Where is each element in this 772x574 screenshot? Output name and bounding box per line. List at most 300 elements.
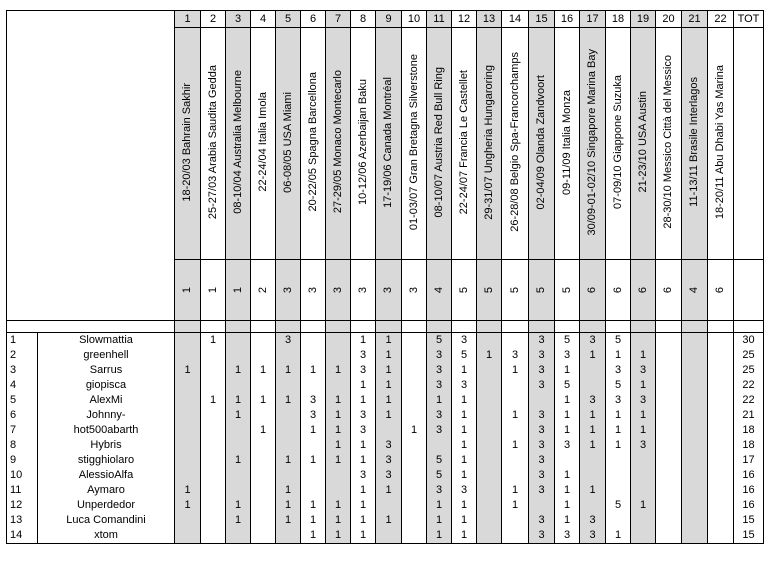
score-cell xyxy=(402,363,427,378)
score-cell: 1 xyxy=(301,453,326,468)
race-name-cell xyxy=(376,28,402,260)
table-row xyxy=(7,423,764,438)
race-points: 3 xyxy=(281,286,294,293)
score-cell: 1 xyxy=(580,408,606,423)
table-row xyxy=(7,513,764,528)
score-cell xyxy=(251,378,276,393)
score-cell xyxy=(175,423,201,438)
score-cell: 1 xyxy=(376,333,402,348)
score-cell: 5 xyxy=(427,333,452,348)
score-cell xyxy=(226,348,251,363)
score-cell: 3 xyxy=(529,423,555,438)
score-cell xyxy=(606,483,631,498)
score-cell: 1 xyxy=(351,453,376,468)
score-cell: 3 xyxy=(427,363,452,378)
table-row xyxy=(7,393,764,408)
score-cell: 1 xyxy=(276,483,301,498)
score-cell: 1 xyxy=(226,363,251,378)
score-cell: 3 xyxy=(529,378,555,393)
gap-cell xyxy=(376,321,402,333)
score-cell xyxy=(682,363,708,378)
score-cell xyxy=(656,483,682,498)
score-cell xyxy=(175,528,201,544)
score-cell xyxy=(477,378,502,393)
score-cell: 3 xyxy=(555,348,580,363)
race-points-cell xyxy=(529,260,555,321)
score-cell: 1 xyxy=(580,423,606,438)
score-cell xyxy=(226,483,251,498)
score-cell: 1 xyxy=(326,438,351,453)
race-name-cell xyxy=(276,28,301,260)
score-cell xyxy=(477,513,502,528)
race-name-cell xyxy=(580,28,606,260)
score-cell xyxy=(477,423,502,438)
total: 22 xyxy=(734,393,764,408)
score-cell xyxy=(301,333,326,348)
score-cell xyxy=(708,333,734,348)
race-number: 5 xyxy=(276,11,301,28)
gap-cell xyxy=(656,321,682,333)
score-cell xyxy=(326,378,351,393)
score-cell: 5 xyxy=(427,453,452,468)
score-cell: 3 xyxy=(452,378,477,393)
score-cell xyxy=(477,453,502,468)
race-name-cell xyxy=(226,28,251,260)
score-cell xyxy=(201,513,226,528)
gap-cell xyxy=(682,321,708,333)
gap-cell xyxy=(326,321,351,333)
score-cell: 1 xyxy=(376,378,402,393)
score-cell: 3 xyxy=(376,468,402,483)
position: 13 xyxy=(7,513,38,528)
score-cell: 1 xyxy=(351,483,376,498)
race-points: 6 xyxy=(611,286,624,293)
position: 12 xyxy=(7,498,38,513)
score-cell: 1 xyxy=(351,513,376,528)
score-cell: 1 xyxy=(502,483,529,498)
race-points-cell xyxy=(326,260,351,321)
score-cell xyxy=(402,393,427,408)
score-cell: 1 xyxy=(555,498,580,513)
score-cell xyxy=(276,528,301,544)
race-name: 17-19/06 Canada Montréal xyxy=(382,76,394,208)
score-cell xyxy=(326,348,351,363)
race-name-cell xyxy=(555,28,580,260)
score-cell xyxy=(682,498,708,513)
score-cell xyxy=(201,348,226,363)
race-points: 5 xyxy=(535,286,547,293)
score-cell: 1 xyxy=(606,348,631,363)
score-cell xyxy=(708,528,734,544)
score-cell: 1 xyxy=(326,528,351,544)
score-cell: 1 xyxy=(606,438,631,453)
score-cell: 1 xyxy=(376,513,402,528)
table-row xyxy=(7,498,764,513)
score-cell xyxy=(477,468,502,483)
race-points-cell xyxy=(351,260,376,321)
score-cell xyxy=(175,348,201,363)
score-cell: 1 xyxy=(326,363,351,378)
score-cell: 1 xyxy=(580,348,606,363)
gap-cell xyxy=(452,321,477,333)
score-cell xyxy=(656,498,682,513)
score-cell: 3 xyxy=(631,363,656,378)
player-name: Sarrus xyxy=(38,363,175,378)
position: 1 xyxy=(7,333,38,348)
score-cell: 1 xyxy=(452,438,477,453)
score-cell xyxy=(427,438,452,453)
score-cell xyxy=(580,363,606,378)
score-cell: 3 xyxy=(351,348,376,363)
score-cell xyxy=(502,333,529,348)
score-cell: 3 xyxy=(529,333,555,348)
score-cell xyxy=(656,468,682,483)
score-cell xyxy=(226,423,251,438)
score-cell xyxy=(175,408,201,423)
score-cell xyxy=(326,468,351,483)
score-cell: 1 xyxy=(376,363,402,378)
race-name-cell xyxy=(452,28,477,260)
race-number: 18 xyxy=(606,11,631,28)
score-cell: 1 xyxy=(376,408,402,423)
player-name: greenhell xyxy=(38,348,175,363)
score-cell: 1 xyxy=(251,423,276,438)
player-name: stigghiolaro xyxy=(38,453,175,468)
score-cell xyxy=(682,528,708,544)
score-cell xyxy=(276,348,301,363)
score-cell xyxy=(201,408,226,423)
table-row xyxy=(7,438,764,453)
score-cell: 1 xyxy=(175,363,201,378)
score-cell xyxy=(656,423,682,438)
race-number: 4 xyxy=(251,11,276,28)
race-name: 20-22/05 Spagna Barcellona xyxy=(306,72,319,212)
score-cell: 3 xyxy=(276,333,301,348)
score-cell: 1 xyxy=(555,513,580,528)
score-cell: 3 xyxy=(529,513,555,528)
score-cell xyxy=(656,528,682,544)
player-name: Luca Comandini xyxy=(38,513,175,528)
score-cell xyxy=(201,483,226,498)
score-cell xyxy=(682,423,708,438)
score-cell xyxy=(251,513,276,528)
score-cell xyxy=(477,363,502,378)
score-cell: 5 xyxy=(606,333,631,348)
race-name: 18-20/03 Bahrain Sakhir xyxy=(181,82,193,202)
race-points: 6 xyxy=(636,286,649,293)
score-cell xyxy=(402,513,427,528)
score-cell xyxy=(631,453,656,468)
score-cell xyxy=(326,333,351,348)
score-cell xyxy=(656,378,682,393)
race-name-cell xyxy=(682,28,708,260)
score-cell: 1 xyxy=(276,453,301,468)
gap-cell xyxy=(502,321,529,333)
score-cell: 1 xyxy=(351,378,376,393)
score-cell xyxy=(402,438,427,453)
score-cell xyxy=(682,393,708,408)
score-cell xyxy=(606,453,631,468)
score-cell xyxy=(175,393,201,408)
score-cell xyxy=(682,438,708,453)
score-cell xyxy=(682,333,708,348)
total: 21 xyxy=(734,408,764,423)
score-cell xyxy=(175,513,201,528)
score-cell: 1 xyxy=(351,393,376,408)
score-cell: 1 xyxy=(226,453,251,468)
score-cell xyxy=(276,408,301,423)
race-name: 02-04/09 Olanda Zandvoort xyxy=(535,74,547,210)
score-cell xyxy=(175,438,201,453)
score-cell: 1 xyxy=(301,498,326,513)
position: 8 xyxy=(7,438,38,453)
score-cell: 3 xyxy=(606,393,631,408)
tot-header: TOT xyxy=(734,11,764,28)
score-cell: 1 xyxy=(301,528,326,544)
race-points-cell xyxy=(452,260,477,321)
score-cell: 1 xyxy=(376,393,402,408)
score-cell: 3 xyxy=(606,363,631,378)
race-number: 12 xyxy=(452,11,477,28)
score-cell xyxy=(175,453,201,468)
gap-cell xyxy=(606,321,631,333)
race-points-cell xyxy=(580,260,606,321)
player-name: Unperdedor xyxy=(38,498,175,513)
gap-cell xyxy=(201,321,226,333)
race-points: 5 xyxy=(482,286,495,293)
race-name-cell xyxy=(502,28,529,260)
score-cell xyxy=(477,483,502,498)
score-cell: 1 xyxy=(452,393,477,408)
score-cell xyxy=(402,348,427,363)
race-points-cell xyxy=(708,260,734,321)
race-points: 3 xyxy=(356,286,369,293)
score-cell: 1 xyxy=(606,423,631,438)
score-cell: 1 xyxy=(326,453,351,468)
gap-cell xyxy=(427,321,452,333)
corner-cell xyxy=(7,11,175,321)
score-cell: 1 xyxy=(301,513,326,528)
score-cell xyxy=(251,468,276,483)
race-name-cell xyxy=(631,28,656,260)
race-points-cell xyxy=(301,260,326,321)
score-cell xyxy=(708,468,734,483)
score-cell xyxy=(502,393,529,408)
table-row xyxy=(7,378,764,393)
total: 25 xyxy=(734,363,764,378)
race-points-cell xyxy=(276,260,301,321)
score-cell: 1 xyxy=(452,468,477,483)
race-name-cell xyxy=(175,28,201,260)
race-points: 3 xyxy=(331,286,344,293)
score-cell xyxy=(226,468,251,483)
race-name-cell xyxy=(326,28,351,260)
score-cell xyxy=(402,333,427,348)
race-points: 3 xyxy=(407,286,420,293)
score-cell: 1 xyxy=(452,408,477,423)
score-cell xyxy=(226,333,251,348)
score-cell: 1 xyxy=(326,408,351,423)
total: 17 xyxy=(734,453,764,468)
score-cell: 5 xyxy=(606,498,631,513)
score-cell: 1 xyxy=(452,498,477,513)
total: 15 xyxy=(734,513,764,528)
score-cell: 1 xyxy=(631,423,656,438)
score-cell: 5 xyxy=(555,378,580,393)
score-cell: 1 xyxy=(226,393,251,408)
score-cell xyxy=(376,498,402,513)
score-cell: 1 xyxy=(502,363,529,378)
gap-cell xyxy=(276,321,301,333)
gap-cell xyxy=(580,321,606,333)
table-row xyxy=(7,348,764,363)
race-number: 8 xyxy=(351,11,376,28)
score-cell xyxy=(656,453,682,468)
race-name: 26-28/08 Belgio Spa-Francorchamps xyxy=(508,52,521,232)
score-cell: 1 xyxy=(580,438,606,453)
score-cell xyxy=(201,498,226,513)
score-cell xyxy=(708,363,734,378)
score-cell: 1 xyxy=(226,513,251,528)
score-cell: 3 xyxy=(351,423,376,438)
table-row xyxy=(7,363,764,378)
race-number: 2 xyxy=(201,11,226,28)
tot-blank xyxy=(734,28,764,260)
total: 30 xyxy=(734,333,764,348)
race-name: 30/09-01-02/10 Singapore Marina Bay xyxy=(586,48,598,236)
score-cell: 1 xyxy=(251,363,276,378)
total: 16 xyxy=(734,468,764,483)
score-cell: 1 xyxy=(301,363,326,378)
score-cell: 1 xyxy=(402,423,427,438)
score-cell xyxy=(656,348,682,363)
score-cell: 1 xyxy=(276,393,301,408)
score-cell xyxy=(251,438,276,453)
total: 16 xyxy=(734,498,764,513)
score-cell: 3 xyxy=(580,513,606,528)
score-cell: 1 xyxy=(427,498,452,513)
score-cell xyxy=(708,408,734,423)
score-cell xyxy=(502,513,529,528)
race-points: 1 xyxy=(206,286,219,293)
position: 3 xyxy=(7,363,38,378)
race-name: 29-31/07 Ungheria Hungaroring xyxy=(482,64,495,220)
score-cell: 1 xyxy=(175,483,201,498)
race-name: 21-23/10 USA Austin xyxy=(636,91,649,193)
race-number: 22 xyxy=(708,11,734,28)
score-cell xyxy=(631,528,656,544)
race-points-cell xyxy=(251,260,276,321)
score-cell xyxy=(656,333,682,348)
race-points-cell xyxy=(606,260,631,321)
race-number: 1 xyxy=(175,11,201,28)
score-cell: 1 xyxy=(555,483,580,498)
position: 10 xyxy=(7,468,38,483)
score-cell: 1 xyxy=(452,363,477,378)
player-name: xtom xyxy=(38,528,175,544)
race-points: 3 xyxy=(382,286,394,293)
score-cell xyxy=(226,438,251,453)
score-cell xyxy=(301,438,326,453)
race-name: 09-11/09 Italia Monza xyxy=(560,89,573,195)
score-cell: 1 xyxy=(376,483,402,498)
score-cell: 3 xyxy=(580,528,606,544)
race-name-cell xyxy=(427,28,452,260)
score-cell: 3 xyxy=(555,528,580,544)
race-points: 6 xyxy=(714,286,726,293)
score-cell xyxy=(631,468,656,483)
score-cell xyxy=(708,393,734,408)
score-cell: 1 xyxy=(276,513,301,528)
score-cell: 1 xyxy=(351,528,376,544)
score-cell: 3 xyxy=(529,483,555,498)
score-cell: 1 xyxy=(376,348,402,363)
race-name-cell xyxy=(402,28,427,260)
gap-cell xyxy=(251,321,276,333)
score-cell xyxy=(631,513,656,528)
score-cell xyxy=(201,468,226,483)
race-points-cell xyxy=(656,260,682,321)
score-cell xyxy=(251,498,276,513)
score-cell: 3 xyxy=(427,408,452,423)
total: 15 xyxy=(734,528,764,544)
score-cell: 1 xyxy=(631,408,656,423)
race-points-cell xyxy=(402,260,427,321)
score-cell: 1 xyxy=(452,423,477,438)
position: 11 xyxy=(7,483,38,498)
race-number: 11 xyxy=(427,11,452,28)
gap-cell xyxy=(402,321,427,333)
score-cell xyxy=(682,468,708,483)
score-cell xyxy=(276,423,301,438)
score-cell xyxy=(251,483,276,498)
score-cell: 3 xyxy=(301,393,326,408)
table-row xyxy=(7,333,764,348)
score-cell: 5 xyxy=(606,378,631,393)
table-row xyxy=(7,468,764,483)
score-cell: 1 xyxy=(555,468,580,483)
race-name: 10-12/06 Azerbaijan Baku xyxy=(356,79,369,205)
position: 6 xyxy=(7,408,38,423)
score-cell xyxy=(402,468,427,483)
score-cell xyxy=(376,423,402,438)
score-cell xyxy=(477,333,502,348)
score-cell: 1 xyxy=(351,498,376,513)
score-cell: 1 xyxy=(326,423,351,438)
score-cell: 1 xyxy=(631,348,656,363)
score-cell xyxy=(301,348,326,363)
score-cell xyxy=(226,378,251,393)
race-points-cell xyxy=(427,260,452,321)
total: 18 xyxy=(734,438,764,453)
score-cell: 3 xyxy=(529,528,555,544)
race-name: 27-29/05 Monaco Montecarlo xyxy=(331,70,344,214)
race-name-cell xyxy=(251,28,276,260)
score-cell: 1 xyxy=(502,498,529,513)
race-name-cell xyxy=(477,28,502,260)
race-name: 06-08/05 USA Miami xyxy=(281,91,294,193)
score-cell xyxy=(402,408,427,423)
score-cell xyxy=(580,378,606,393)
total: 18 xyxy=(734,423,764,438)
score-cell: 1 xyxy=(226,408,251,423)
score-cell: 1 xyxy=(555,408,580,423)
race-number: 20 xyxy=(656,11,682,28)
score-cell xyxy=(529,393,555,408)
race-points-cell xyxy=(376,260,402,321)
gap-cell xyxy=(351,321,376,333)
position: 7 xyxy=(7,423,38,438)
